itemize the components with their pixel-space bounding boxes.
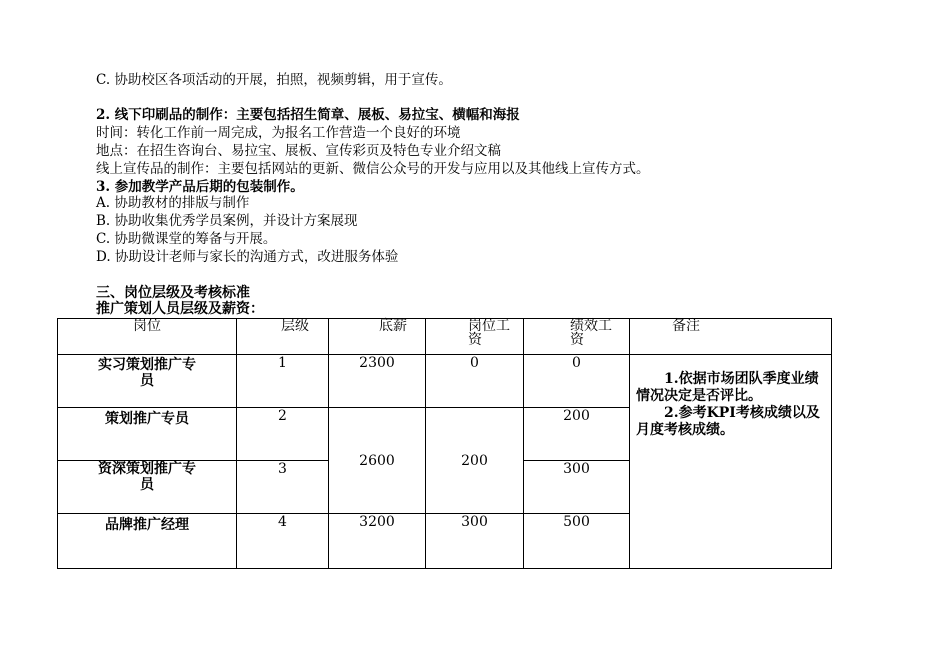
table-row [58, 355, 832, 408]
section-2-title: 2. 线下印刷品的制作：主要包括招生简章、展板、易拉宝、横幅和海报 [96, 107, 520, 123]
header-base-salary: 底薪 [329, 319, 426, 355]
item-c-campus-activities: C. 协助校区各项活动的开展，拍照，视频剪辑，用于宣传。 [96, 72, 452, 88]
row3-position: 资深策划推广专 员 [58, 461, 237, 514]
row4-post-pay: 300 [426, 514, 524, 569]
row4-performance-pay: 500 [524, 514, 630, 569]
row2-position: 策划推广专员 [58, 408, 237, 461]
item-b: B. 协助收集优秀学员案例，并设计方案展现 [96, 213, 358, 229]
online-materials-line: 线上宣传品的制作：主要包括网站的更新、微信公众号的开发与应用以及其他线上宣传方式。 [96, 161, 650, 177]
remark-1: 1.依据市场团队季度业绩情况决定是否评比。 [636, 371, 819, 404]
merged-post-pay: 200 [426, 408, 524, 514]
row1-level: 1 [237, 355, 329, 408]
item-c: C. 协助微课堂的筹备与开展。 [96, 231, 277, 247]
item-d: D. 协助设计老师与家长的沟通方式，改进服务体验 [96, 249, 399, 265]
row3-performance-pay: 300 [524, 461, 630, 514]
header-position: 岗位 [58, 319, 237, 355]
header-post-pay: 岗位工 资 [426, 319, 524, 355]
row2-performance-pay: 200 [524, 408, 630, 461]
row4-position: 品牌推广经理 [58, 514, 237, 569]
row1-post-pay: 0 [426, 355, 524, 408]
merged-base-salary: 2600 [329, 408, 426, 514]
salary-level-table [57, 318, 832, 569]
header-level: 层级 [237, 319, 329, 355]
table-header-row [58, 319, 832, 355]
header-performance-pay: 绩效工 资 [524, 319, 630, 355]
row3-level: 3 [237, 461, 329, 514]
header-remark: 备注 [630, 319, 832, 355]
row1-base-salary: 2300 [329, 355, 426, 408]
time-line: 时间：转化工作前一周完成，为报名工作营造一个良好的环境 [96, 125, 461, 141]
salary-subheading: 推广策划人员层级及薪资： [96, 301, 264, 317]
item-a: A. 协助教材的排版与制作 [96, 195, 250, 211]
place-line: 地点：在招生咨询台、易拉宝、展板、宣传彩页及特色专业介绍文稿 [96, 143, 501, 159]
remark-2: 2.参考KPI考核成绩以及月度考核成绩。 [636, 405, 820, 438]
row1-position: 实习策划推广专 员 [58, 355, 237, 408]
heading-3: 三、岗位层级及考核标准 [96, 285, 250, 301]
remark-cell [630, 355, 832, 569]
row4-base-salary: 3200 [329, 514, 426, 569]
row4-level: 4 [237, 514, 329, 569]
row2-level: 2 [237, 408, 329, 461]
section-3-title: 3. 参加教学产品后期的包装制作。 [96, 179, 304, 195]
row1-performance-pay: 0 [524, 355, 630, 408]
